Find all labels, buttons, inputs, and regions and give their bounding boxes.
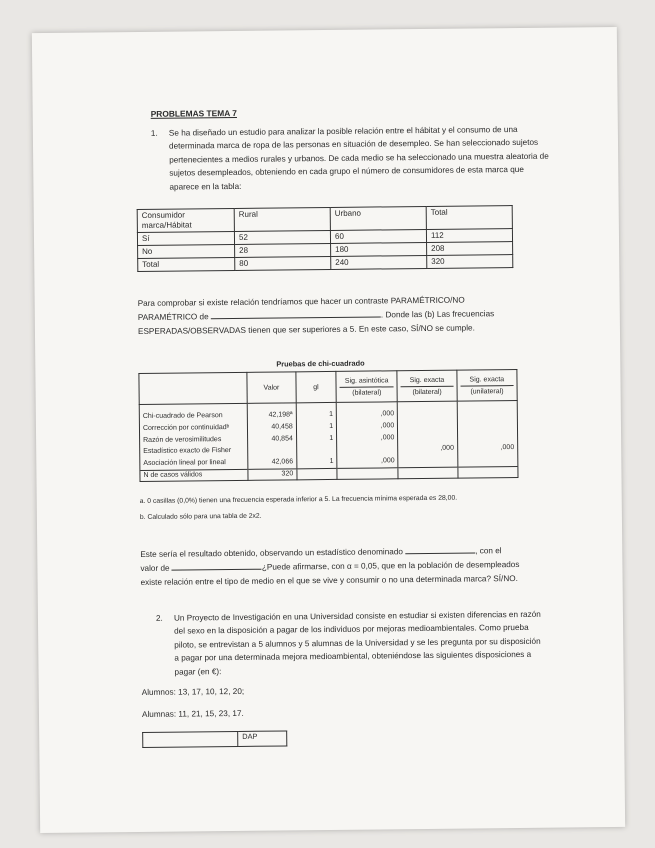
fill-in-blank[interactable] [211,308,381,320]
test-label: Chi-cuadrado de Pearson [142,412,223,420]
n-label: N de casos válidos [140,469,248,481]
document-page [32,27,625,833]
n-value: 320 [248,469,297,481]
spacer [401,408,454,420]
problem-1-number: 1. [150,128,158,138]
footnote-b: b. Calculado sólo para una tabla de 2x2. [139,512,262,521]
table-cell: 180 [331,242,427,256]
table-cell: 112 [426,229,512,243]
alumnas-data: Alumnas: 11, 21, 15, 23, 17. [141,708,244,719]
table-header-row [143,731,287,748]
table-header-cell [139,372,247,404]
header-label: Sig. asintótica [344,376,389,385]
table-header-cell: Valor [247,372,296,404]
gl-cell: 1 [329,434,334,442]
contrast-question-paragraph [138,293,518,338]
test-label: Asociación lineal por lineal [143,459,226,468]
valor-cell [251,445,293,457]
table-header-cell: Rural [234,207,330,231]
exact-bilateral-column [397,401,457,468]
fill-in-blank[interactable] [172,560,262,571]
fisher-exact-bilateral: ,000 [440,445,454,453]
table-cell [297,468,337,479]
sig-cell [340,444,394,456]
chi-square-table-title: Pruebas de chi-cuadrado [276,358,365,369]
paragraph-text: Para comprobar si existe relación tendríamos que hacer un contraste PARAMÉTRICO/NO PARAMÉTRICO de [137,295,465,323]
spacer [401,419,454,431]
valor-cell: 42,198ª [268,411,293,419]
gl-cell: 1 [329,410,333,418]
table-cell: 320 [427,255,513,269]
table-header-row [139,370,517,405]
header-sublabel: (unilateral) [460,385,513,396]
table-cell: 80 [235,256,331,270]
sig-cell: ,000 [380,422,395,430]
table-cell: 52 [234,230,330,244]
table-cell [398,467,458,479]
table-body-row [139,401,518,471]
fill-in-blank[interactable] [405,543,475,554]
table-cell: No [138,244,235,258]
dap-header: DAP [238,731,287,747]
header-sublabel: (bilateral) [401,385,454,396]
table-header-cell: gl [296,371,337,402]
problem-2-number: 2. [155,613,163,623]
problem-1-statement: Se ha diseñado un estudio para analizar la posible relación entre el hábitat y el consumo de una determinada marca de ropa de las personas en situación de desempleo. Se han seleccionado sujetos pertenecientes a medios rurales y urbanos. De cada medio se ha seleccionado una muestra aleatoria de sujetos desempleados, obteniendo en cada grupo el número de consumidores de esta marca que aparece en la tabla: [168,125,549,192]
table-row [138,255,513,272]
sig-column [336,402,398,469]
table-header-cell [143,731,238,747]
spacer [461,431,514,443]
valor-column [247,403,296,469]
table-cell: Sí [137,231,234,245]
chi-square-table [138,369,518,482]
result-question-paragraph [140,543,520,589]
test-label: Estadístico exacto de Fisher [143,447,232,456]
valor-cell: 40,458 [271,423,293,431]
test-label: Razón de verosimilitudes [143,435,222,444]
header-label: Sig. exacta [409,376,445,384]
footnote-a: a. 0 casillas (0,0%) tienen una frecuencia esperada inferior a 5. La frecuencia mínima esperada es 28,00. [139,494,458,505]
gl-column [296,402,337,468]
alumnos-data: Alumnos: 13, 17, 10, 12, 20; [141,686,245,697]
test-label-column [139,403,248,470]
sig-cell: ,000 [380,433,395,442]
table-cell: 208 [427,242,513,256]
table-header-cell: Total [426,206,512,230]
table-cell: 240 [331,255,427,269]
spacer [461,419,514,431]
frequency-table [137,205,514,272]
table-header-cell: Urbano [330,206,426,230]
document-title: PROBLEMAS TEMA 7 [150,107,237,119]
table-cell: Total [138,257,235,271]
spacer [401,431,454,443]
table-header-cell [397,370,457,402]
spacer [461,407,514,419]
test-label: Corrección por continuidadᵇ [142,423,230,432]
table-header-cell: Consumidor marca/Hábitat [137,208,234,232]
valor-cell: 40,854 [271,434,293,443]
table-header-cell [457,370,518,402]
sig-cell: ,000 [380,410,395,418]
dap-table [142,730,287,748]
gl-cell: 1 [329,422,334,430]
fisher-exact-unilateral: ,000 [500,444,515,452]
problem-2-statement: Un Proyecto de Investigación en una Universidad consiste en estudiar si existen diferencias en razón del sexo en la disposición a pagar de los individuos por mejoras medioambientales. Como prueba piloto, se entrevistan a 5 alumnos y 5 alumnas de la Universidad y se les pregunta por su disposición a pagar por una determinada mejora medioambiental, obteniéndose las siguientes disposiciones a pagar (en €): [173,609,541,677]
paragraph-text: Este sería el resultado obtenido, observando un estadístico denominado [140,547,403,559]
paragraph-text: , con el valor de [140,546,502,574]
paragraph-text: ¿Puede afirmarse, con α = 0,05, que en la población de desempleados existe relación entre el tipo de medio en el que se vive y consumir o no una determinada marca? SÍ/NO. [140,560,520,587]
sig-cell: ,000 [380,457,395,465]
paragraph-text: . Donde las (b) Las frecuencias ESPERADAS/OBSERVADAS tienen que ser superiores a 5. En este caso, SÍ/NO se cumple. [137,309,495,336]
table-cell [458,467,518,479]
gl-cell: 1 [329,458,334,466]
table-cell [337,468,398,480]
valor-cell: 42,066 [271,458,294,466]
table-cell: 28 [235,243,331,257]
header-label: Sig. exacta [469,375,505,384]
table-cell: 60 [330,229,426,243]
exact-unilateral-column [457,401,518,468]
table-header-cell [336,371,397,403]
header-sublabel: (bilateral) [340,386,394,397]
gl-cell [300,444,333,456]
